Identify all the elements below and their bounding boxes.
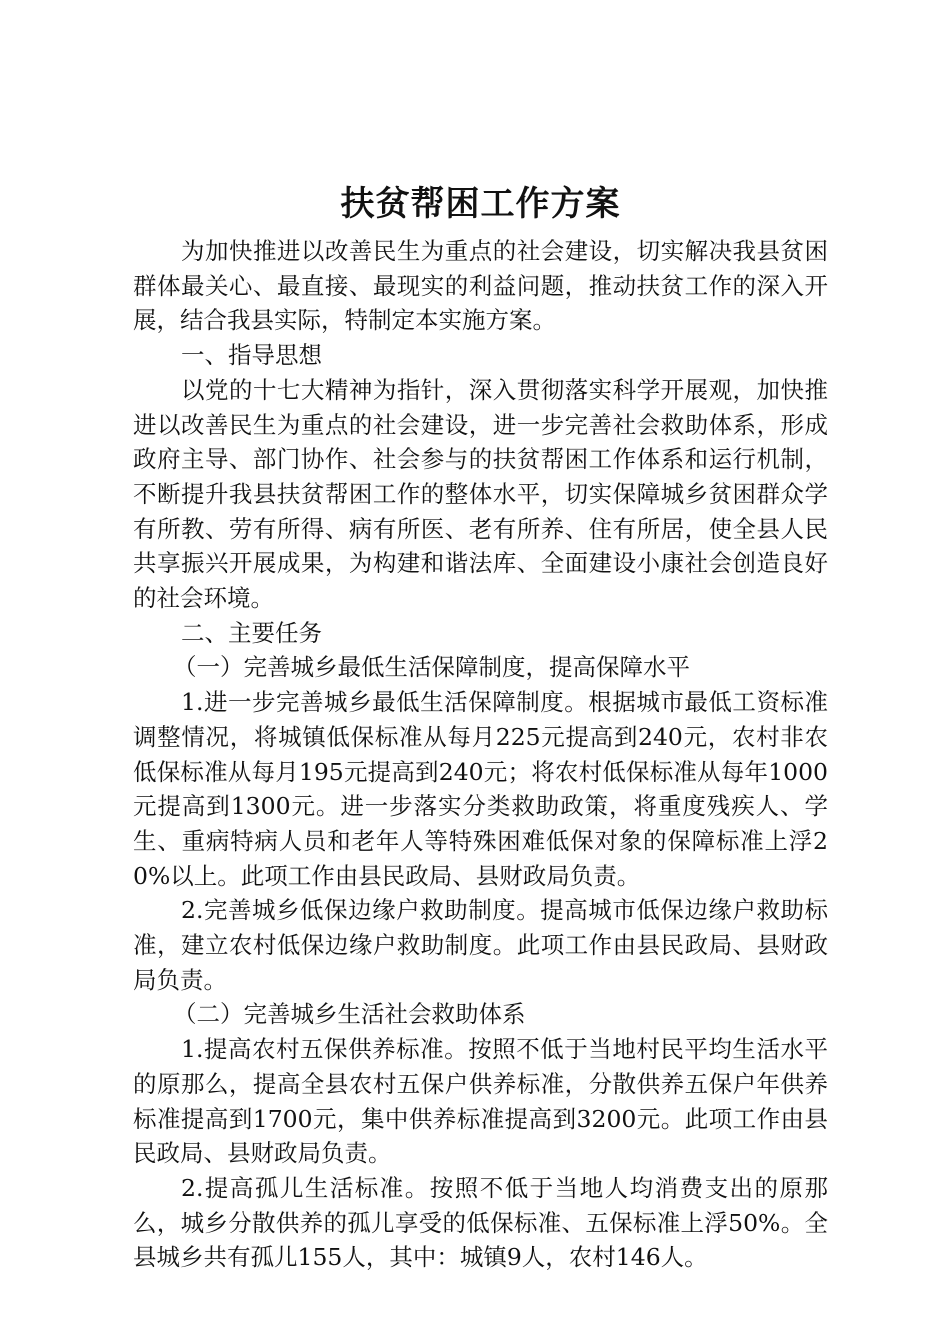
task-paragraph-1-2: 2.完善城乡低保边缘户救助制度。提高城市低保边缘户救助标准，建立农村低保边缘户救助制度。此项工作由县民政局、县财政局负责。 [133, 896, 828, 994]
task-paragraph-2-2: 2.提高孤儿生活标准。按照不低于当地人均消费支出的原那么，城乡分散供养的孤儿享受的低保标准、五保标准上浮50%。全县城乡共有孤儿155人，其中：城镇9人，农村146人。 [133, 1173, 828, 1272]
subsection-heading-minimum-living-security: （一）完善城乡最低生活保障制度，提高保障水平 [173, 653, 690, 682]
intro-paragraph: 为加快推进以改善民生为重点的社会建设，切实解决我县贫困群体最关心、最直接、最现实的利益问题，推动扶贫工作的深入开展，结合我县实际，特制定本实施方案。 [133, 237, 828, 335]
section-heading-guiding-ideology: 一、指导思想 [181, 341, 322, 370]
task-paragraph-1-1: 1.进一步完善城乡最低生活保障制度。根据城市最低工资标准调整情况，将城镇低保标准从每月225元提高到240元，农村非农低保标准从每月195元提高到240元；将农村低保标准从每年1000元提高到1300元。进一步落实分类救助政策，将重度残疾人、学生、重病特病人员和老年人等特殊困难低保对象的保障标准上浮20%以上。此项工作由县民政局、县财政局负责。 [133, 688, 828, 890]
guiding-ideology-paragraph: 以党的十七大精神为指针，深入贯彻落实科学开展观，加快推进以改善民生为重点的社会建设，进一步完善社会救助体系，形成政府主导、部门协作、社会参与的扶贫帮困工作体系和运行机制，不断提升我县扶贫帮困工作的整体水平，切实保障城乡贫困群众学有所教、劳有所得、病有所医、老有所养、住有所居，使全县人民共享振兴开展成果，为构建和谐法库、全面建设小康社会创造良好的社会环境。 [133, 375, 828, 613]
subsection-heading-social-assistance: （二）完善城乡生活社会救助体系 [173, 1000, 526, 1029]
section-heading-main-tasks: 二、主要任务 [181, 618, 322, 647]
document-page [133, 182, 828, 1275]
task-paragraph-2-1: 1.提高农村五保供养标准。按照不低于当地村民平均生活水平的原那么，提高全县农村五保户供养标准，分散供养五保户年供养标准提高到1700元，集中供养标准提高到3200元。此项工作由县民政局、县财政局负责。 [133, 1035, 828, 1168]
document-title: 扶贫帮困工作方案 [340, 184, 621, 224]
